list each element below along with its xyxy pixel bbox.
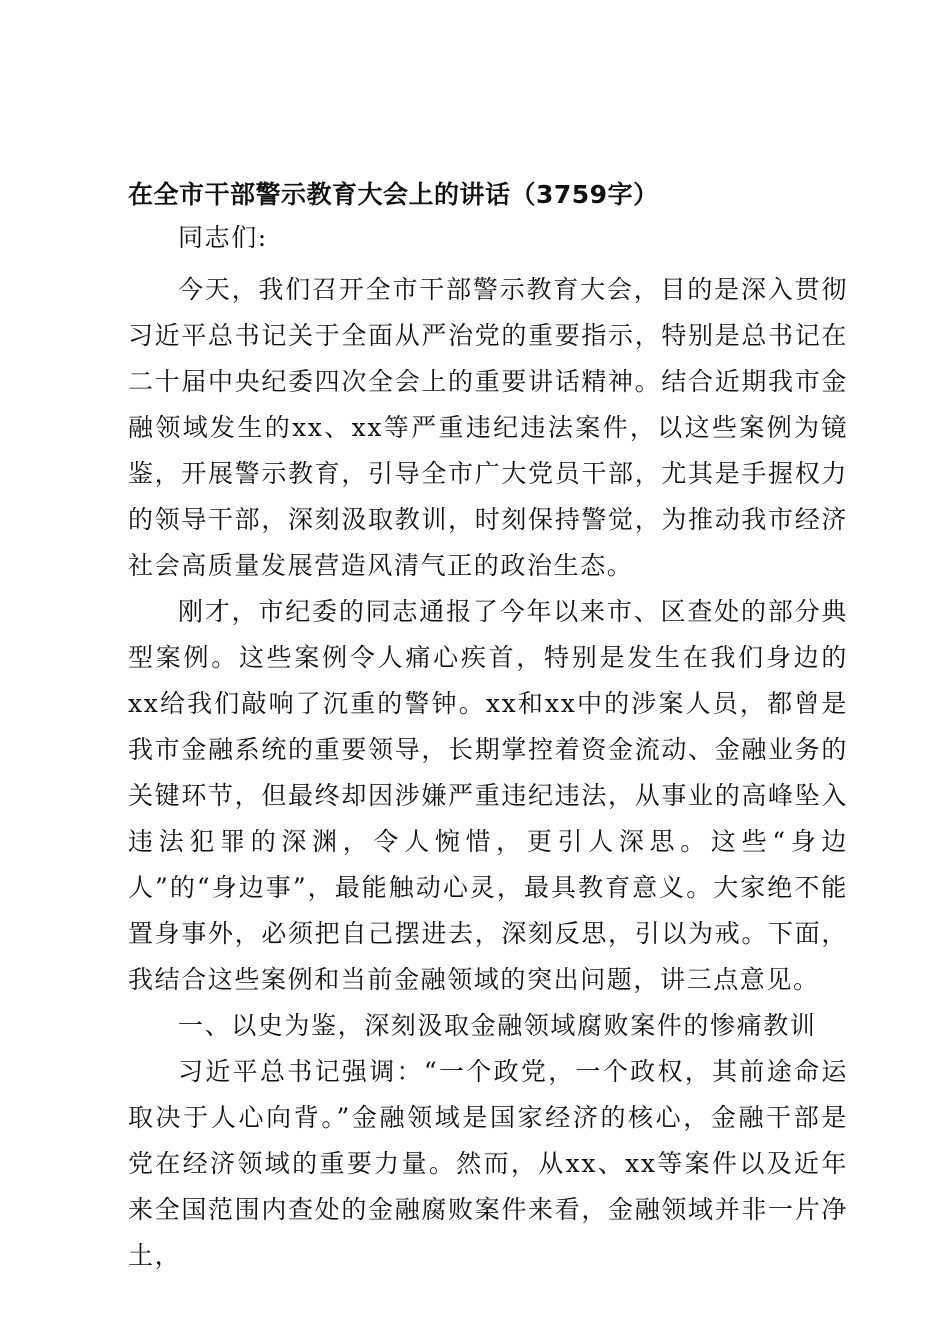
paragraph-section-one: 习近平总书记强调：“一个政党，一个政权，其前途命运取决于人心向背。”金融领域是国家经济的核心，金融干部是党在经济领域的重要力量。然而，从xx、xx等案件以及近年来全国范围内查处的金融腐败案件来看，金融领域并非一片净土， bbox=[128, 1057, 848, 1270]
greeting: 同志们: bbox=[178, 223, 268, 252]
document-title: 在全市干部警示教育大会上的讲话（3759字） bbox=[128, 180, 659, 209]
paragraph-case-report: 刚才，市纪委的同志通报了今年以来市、区查处的部分典型案例。这些案例令人痛心疾首，特别是发生在我们身边的xx给我们敲响了沉重的警钟。xx和xx中的涉案人员，都曾是我市金融系统的重要领导，长期掌控着资金流动、金融业务的关键环节，但最终却因涉嫌严重违纪违法，从事业的高峰坠入违法犯罪的深渊，令人惋惜，更引人深思。这些“身边人”的“身边事”，最能触动心灵，最具教育意义。大家绝不能置身事外，必须把自己摆进去，深刻反思，引以为戒。下面，我结合这些案例和当前金融领域的突出问题，讲三点意见。 bbox=[128, 597, 848, 994]
section-heading-one: 一、以史为鉴，深刻汲取金融领域腐败案件的惨痛教训 bbox=[178, 1011, 817, 1040]
paragraph-intro: 今天，我们召开全市干部警示教育大会，目的是深入贯彻习近平总书记关于全面从严治党的重要指示，特别是总书记在二十届中央纪委四次全会上的重要讲话精神。结合近期我市金融领域发生的xx、xx等严重违纪违法案件，以这些案例为镜鉴，开展警示教育，引导全市广大党员干部，尤其是手握权力的领导干部，深刻汲取教训，时刻保持警觉，为推动我市经济社会高质量发展营造风清气正的政治生态。 bbox=[128, 275, 848, 580]
document-body bbox=[128, 172, 848, 1279]
